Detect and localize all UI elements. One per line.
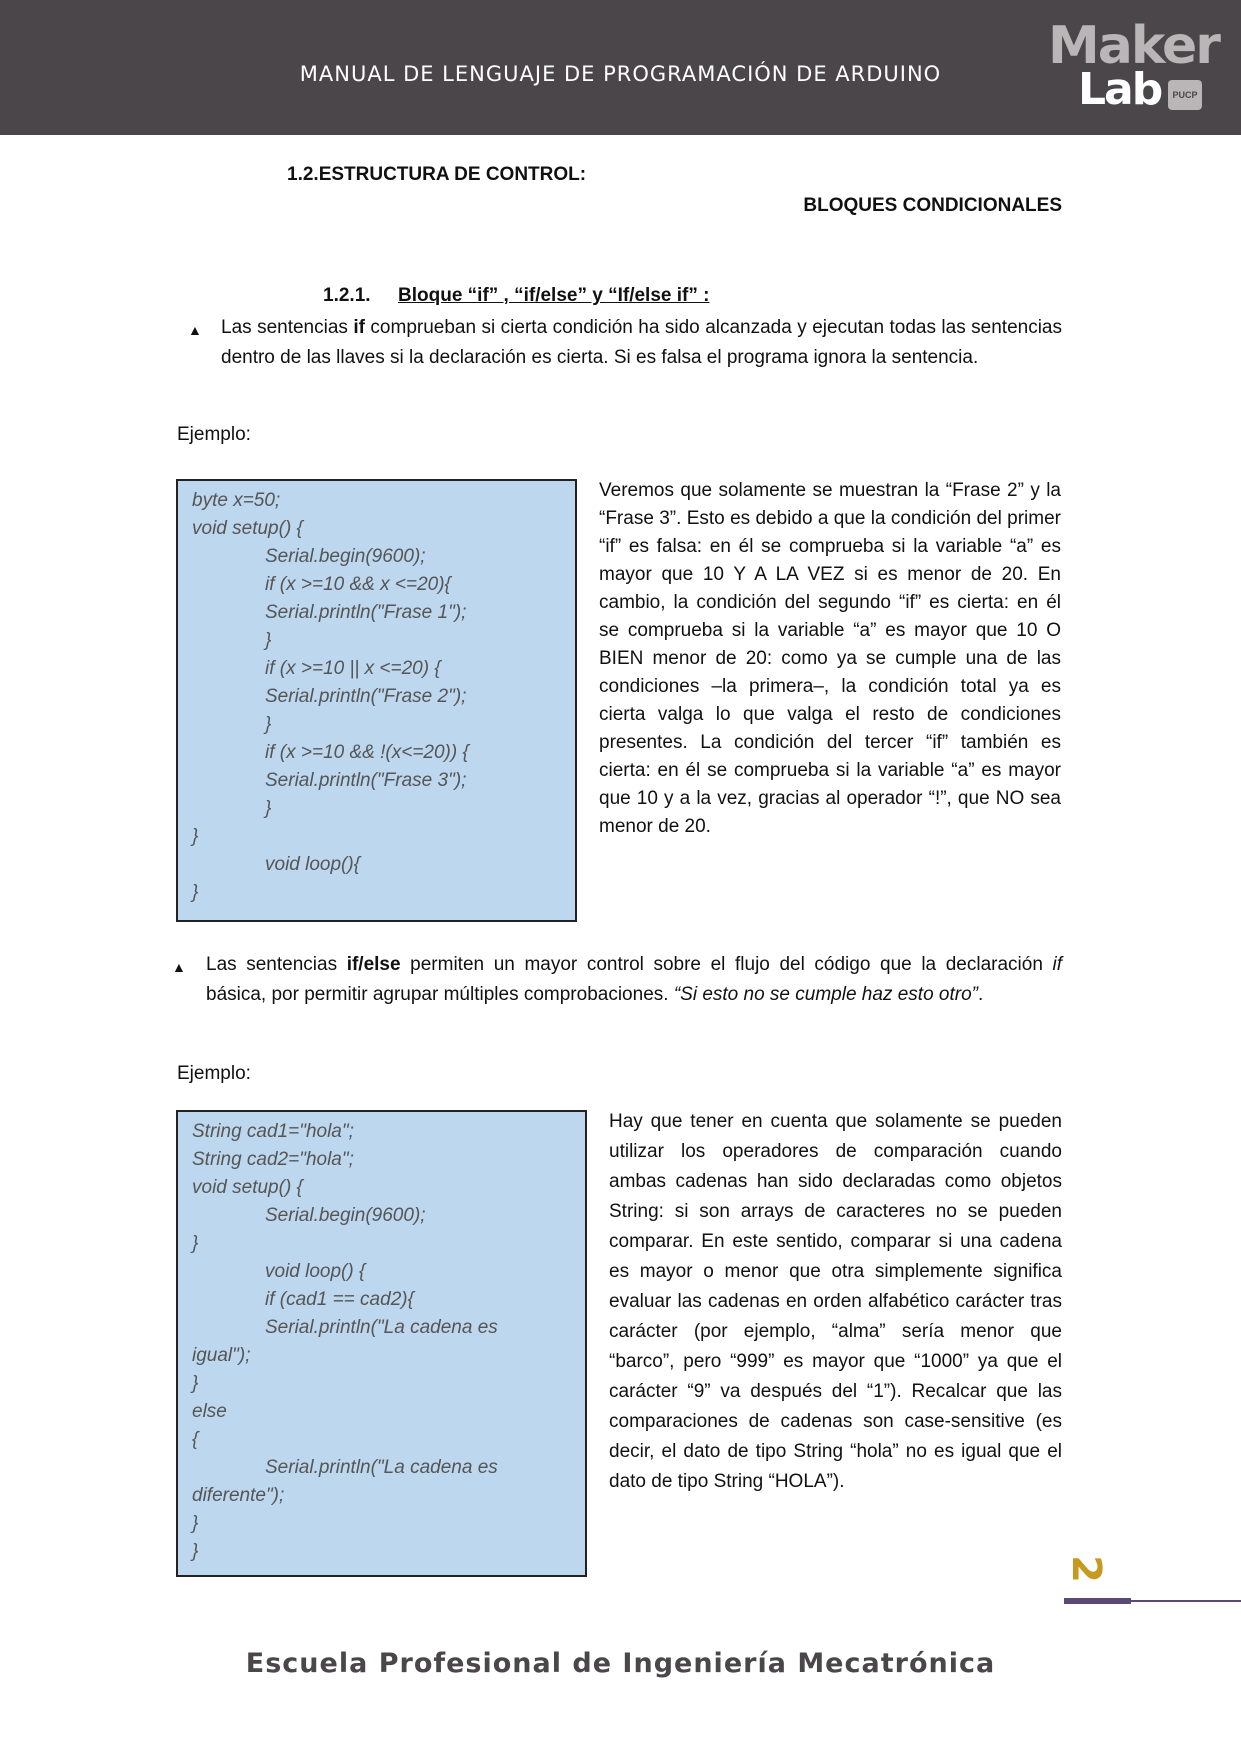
page-number-underline <box>1064 1598 1131 1604</box>
section-heading: 1.2.ESTRUCTURA DE CONTROL: <box>287 164 587 185</box>
page-header <box>0 0 1241 135</box>
bullet2-text-post: básica, por permitir agrupar múltiples comprobaciones. <box>206 984 674 1005</box>
code-line: String cad2="hola"; <box>192 1149 354 1170</box>
code-line: Serial.println("Frase 2"); <box>265 686 467 707</box>
code-line: if (x >=10 && !(x<=20)) { <box>265 742 469 763</box>
example-label-1: Ejemplo: <box>177 424 251 445</box>
code-line: } <box>192 1233 199 1254</box>
code-line: diferente"); <box>192 1485 285 1506</box>
code-line: } <box>265 630 272 651</box>
makerlab-logo <box>1048 16 1219 120</box>
code-line: Serial.begin(9600); <box>265 1205 426 1226</box>
subsection-number: 1.2.1. <box>323 285 371 306</box>
explanation-paragraph-1: Veremos que solamente se muestran la “Frase 2” y la “Frase 3”. Esto es debido a que la condición del primer “if” es falsa: en él se comprueba si la variable “a” es mayor que 10 Y A LA VEZ si es menor de 20. En cambio, la condición del segundo “if” es cierta: en él se comprueba si la variable “a” es mayor que 10 O BIEN menor de 20: como ya se cumple una de las condiciones –la primera–, la condición total ya es cierta valga lo que valga el resto de condiciones presentes. La condición del tercer “if” también es cierta: en él se comprueba si la variable “a” es mayor que 10 y a la vez, gracias al operador “!”, que NO sea menor de 20. <box>599 480 1061 837</box>
code-line: byte x=50; <box>192 490 281 511</box>
code-line: Serial.println("La cadena es <box>265 1317 498 1338</box>
code-line: String cad1="hola"; <box>192 1121 354 1142</box>
bullet1-text-pre: Las sentencias <box>221 317 354 338</box>
logo-maker-text: Maker <box>1048 16 1219 76</box>
bullet-arrow-icon: ▲ <box>188 322 202 338</box>
bullet-paragraph-if <box>221 313 1062 373</box>
bullet-paragraph-ifelse <box>206 950 1062 1010</box>
page-number-rule <box>1131 1600 1241 1602</box>
code-line: } <box>192 1373 199 1394</box>
footer-school-name: Escuela Profesional de Ingeniería Mecatrónica <box>245 1648 996 1679</box>
code-line: } <box>192 826 199 847</box>
code-line: } <box>192 1541 199 1562</box>
bullet-arrow-icon: ▲ <box>172 959 186 975</box>
bullet2-keyword: if/else <box>346 954 401 975</box>
code-line: if (x >=10 && x <=20){ <box>265 574 451 595</box>
bullet2-text-pre: Las sentencias <box>206 954 347 975</box>
code-line: Serial.begin(9600); <box>265 546 426 567</box>
code-line: igual"); <box>192 1345 251 1366</box>
code-block-if <box>176 479 577 922</box>
code-line: } <box>192 882 199 903</box>
section-subtitle: BLOQUES CONDICIONALES <box>803 195 1062 216</box>
code-line: Serial.println("La cadena es <box>265 1457 498 1478</box>
bullet1-text-post: comprueban si cierta condición ha sido alcanzada y ejecutan todas las sentencias dentro de las llaves si la declaración es cierta. Si es falsa el programa ignora la sentencia. <box>221 317 1062 368</box>
bullet2-quote: “Si esto no se cumple haz esto otro” <box>673 984 978 1005</box>
code-line: Serial.println("Frase 3"); <box>265 770 467 791</box>
code-line: if (x >=10 || x <=20) { <box>265 658 441 679</box>
code-line: void setup() { <box>192 518 303 539</box>
logo-lab-text: Lab <box>1078 64 1162 115</box>
code-block-ifelse <box>176 1110 587 1577</box>
page-number: 2 <box>1062 1555 1109 1583</box>
explanation-paragraph-2: Hay que tener en cuenta que solamente se pueden utilizar los operadores de comparación cuando ambas cadenas han sido declaradas como objetos String: si son arrays de caracteres no se pueden comparar. En este sentido, comparar si una cadena es mayor o menor que otra simplemente significa evaluar las cadenas en orden alfabético carácter tras carácter (por ejemplo, “alma” sería menor que “barco”, pero “999” es mayor que “1000” ya que el carácter “9” va después del “1”). Recalcar que las comparaciones de cadenas son case-sensitive (es decir, el dato de tipo String “hola” no es igual que el dato de tipo String “HOLA”). <box>609 1111 1062 1492</box>
bullet2-text-end: . <box>977 984 984 1005</box>
code-line: else <box>192 1401 227 1422</box>
code-line: Serial.println("Frase 1"); <box>265 602 467 623</box>
bullet2-italic-if: if <box>1052 954 1062 975</box>
code-line: } <box>265 798 272 819</box>
code-line: { <box>192 1429 199 1450</box>
code-line: } <box>192 1513 199 1534</box>
code-line: } <box>265 714 272 735</box>
subsection-title: Bloque “if” , “if/else” y “If/else if” : <box>398 285 710 306</box>
subsection-heading <box>323 285 709 307</box>
bullet1-keyword: if <box>353 317 365 338</box>
logo-pucp-badge: PUCP <box>1168 80 1202 110</box>
example-label-2: Ejemplo: <box>177 1063 251 1084</box>
code-line: void loop() { <box>265 1261 366 1282</box>
code-line: if (cad1 == cad2){ <box>265 1289 414 1310</box>
manual-title: MANUAL DE LENGUAJE DE PROGRAMACIÓN DE ARDUINO <box>299 62 942 86</box>
bullet2-text-mid: permiten un mayor control sobre el flujo del código que la declaración <box>400 954 1053 975</box>
code-line: void loop(){ <box>265 854 361 875</box>
code-line: void setup() { <box>192 1177 303 1198</box>
